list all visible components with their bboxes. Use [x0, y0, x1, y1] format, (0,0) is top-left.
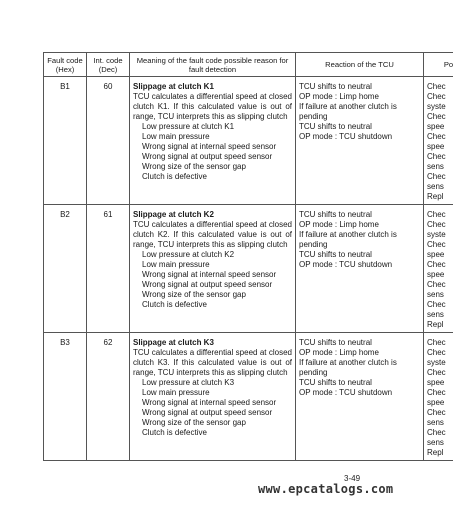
possible-step-line: Chec: [427, 172, 446, 181]
tcu-reaction: [296, 77, 424, 205]
reaction-line: TCU shifts to neutral: [299, 250, 372, 259]
fault-meaning: [130, 205, 296, 333]
fault-title: Slippage at clutch K2: [133, 210, 214, 219]
fault-meaning: [130, 333, 296, 461]
possible-step-line: Chec: [427, 260, 446, 269]
possible-cause: Wrong signal at output speed sensor: [142, 408, 273, 417]
fault-title: Slippage at clutch K3: [133, 338, 214, 347]
possible-step-line: spee: [427, 250, 445, 259]
possible-step-line: sens: [427, 290, 444, 299]
possible-steps: [424, 333, 453, 461]
fault-code-table: [43, 52, 453, 461]
possible-step-line: Chec: [427, 428, 446, 437]
possible-step-line: Repl: [427, 192, 444, 201]
possible-step-line: Chec: [427, 348, 446, 357]
possible-step-line: Chec: [427, 280, 446, 289]
possible-step-line: Chec: [427, 132, 446, 141]
possible-step-line: Chec: [427, 82, 446, 91]
reaction-line: TCU shifts to neutral: [299, 122, 372, 131]
possible-step-line: spee: [427, 378, 445, 387]
reaction-line: OP mode : Limp home: [299, 348, 379, 357]
fault-description: TCU calculates a differential speed at closed clutch K3. If this calculated value is out of range, TCU interprets this as slipping clutch: [133, 348, 292, 377]
fault-code-hex: B3: [44, 333, 87, 461]
reaction-line: OP mode : TCU shutdown: [299, 260, 393, 269]
fault-description: TCU calculates a differential speed at closed clutch K2. If this calculated value is out of range, TCU interprets this as slipping clutch: [133, 220, 292, 249]
possible-step-line: sens: [427, 418, 444, 427]
possible-cause: Low pressure at clutch K2: [142, 250, 235, 259]
possible-cause: Clutch is defective: [142, 300, 207, 309]
possible-step-line: syste: [427, 358, 446, 367]
possible-step-line: Chec: [427, 388, 446, 397]
header-reaction: Reaction of the TCU: [296, 53, 424, 77]
possible-step-line: Chec: [427, 92, 446, 101]
possible-step-line: Chec: [427, 220, 446, 229]
fault-code-hex: B1: [44, 77, 87, 205]
possible-step-line: Chec: [427, 408, 446, 417]
possible-step-line: Chec: [427, 338, 446, 347]
fault-title: Slippage at clutch K1: [133, 82, 214, 91]
possible-cause: Clutch is defective: [142, 172, 207, 181]
possible-step-line: Chec: [427, 210, 446, 219]
possible-cause: Wrong signal at internal speed sensor: [142, 398, 277, 407]
possible-step-line: Chec: [427, 300, 446, 309]
reaction-line: TCU shifts to neutral: [299, 82, 372, 91]
reaction-line: pending: [299, 368, 328, 377]
possible-step-line: spee: [427, 398, 445, 407]
int-code-dec: 61: [87, 205, 130, 333]
possible-step-line: sens: [427, 162, 444, 171]
watermark-url[interactable]: www.epcatalogs.com: [258, 482, 394, 496]
possible-step-line: Chec: [427, 368, 446, 377]
reaction-line: If failure at another clutch is: [299, 230, 397, 239]
possible-cause: Clutch is defective: [142, 428, 207, 437]
reaction-line: TCU shifts to neutral: [299, 210, 372, 219]
possible-cause: Wrong size of the sensor gap: [142, 418, 246, 427]
possible-step-line: sens: [427, 310, 444, 319]
possible-steps: [424, 77, 453, 205]
fault-description: TCU calculates a differential speed at closed clutch K1. If this calculated value is out of range, TCU interprets this as slipping clutch: [133, 92, 292, 121]
header-int-code: Int. code (Dec): [87, 53, 130, 77]
possible-step-line: syste: [427, 230, 446, 239]
reaction-line: TCU shifts to neutral: [299, 338, 372, 347]
possible-cause: Wrong size of the sensor gap: [142, 290, 246, 299]
reaction-line: OP mode : TCU shutdown: [299, 132, 393, 141]
possible-cause: Low main pressure: [142, 388, 210, 397]
reaction-line: OP mode : Limp home: [299, 220, 379, 229]
possible-cause: Wrong signal at output speed sensor: [142, 280, 273, 289]
tcu-reaction: [296, 205, 424, 333]
table-row: [44, 333, 453, 461]
reaction-line: TCU shifts to neutral: [299, 378, 372, 387]
possible-cause: Low main pressure: [142, 132, 210, 141]
possible-step-line: Chec: [427, 112, 446, 121]
possible-step-line: spee: [427, 142, 445, 151]
possible-step-line: Chec: [427, 240, 446, 249]
possible-step-line: syste: [427, 102, 446, 111]
table-header-row: [44, 53, 453, 77]
possible-cause: Wrong signal at internal speed sensor: [142, 142, 277, 151]
header-fault-code: Fault code (Hex): [44, 53, 87, 77]
possible-cause: Low main pressure: [142, 260, 210, 269]
table-row: [44, 205, 453, 333]
possible-step-line: Repl: [427, 320, 444, 329]
int-code-dec: 62: [87, 333, 130, 461]
header-meaning: Meaning of the fault code possible reason for fault detection: [130, 53, 296, 77]
possible-cause: Low pressure at clutch K3: [142, 378, 235, 387]
possible-cause: Wrong signal at internal speed sensor: [142, 270, 277, 279]
reaction-line: pending: [299, 240, 328, 249]
possible-cause: Low pressure at clutch K1: [142, 122, 235, 131]
page-number: 3-49: [344, 474, 361, 483]
possible-step-line: sens: [427, 182, 444, 191]
possible-step-line: Chec: [427, 152, 446, 161]
possible-step-line: spee: [427, 270, 445, 279]
table-row: [44, 77, 453, 205]
possible-cause: Wrong size of the sensor gap: [142, 162, 246, 171]
reaction-line: pending: [299, 112, 328, 121]
tcu-reaction: [296, 333, 424, 461]
possible-steps: [424, 205, 453, 333]
possible-step-line: spee: [427, 122, 445, 131]
reaction-line: OP mode : TCU shutdown: [299, 388, 393, 397]
int-code-dec: 60: [87, 77, 130, 205]
reaction-line: OP mode : Limp home: [299, 92, 379, 101]
possible-cause: Wrong signal at output speed sensor: [142, 152, 273, 161]
header-possible: Po: [424, 53, 453, 77]
possible-step-line: Repl: [427, 448, 444, 457]
fault-code-hex: B2: [44, 205, 87, 333]
reaction-line: If failure at another clutch is: [299, 102, 397, 111]
possible-step-line: sens: [427, 438, 444, 447]
reaction-line: If failure at another clutch is: [299, 358, 397, 367]
fault-meaning: [130, 77, 296, 205]
